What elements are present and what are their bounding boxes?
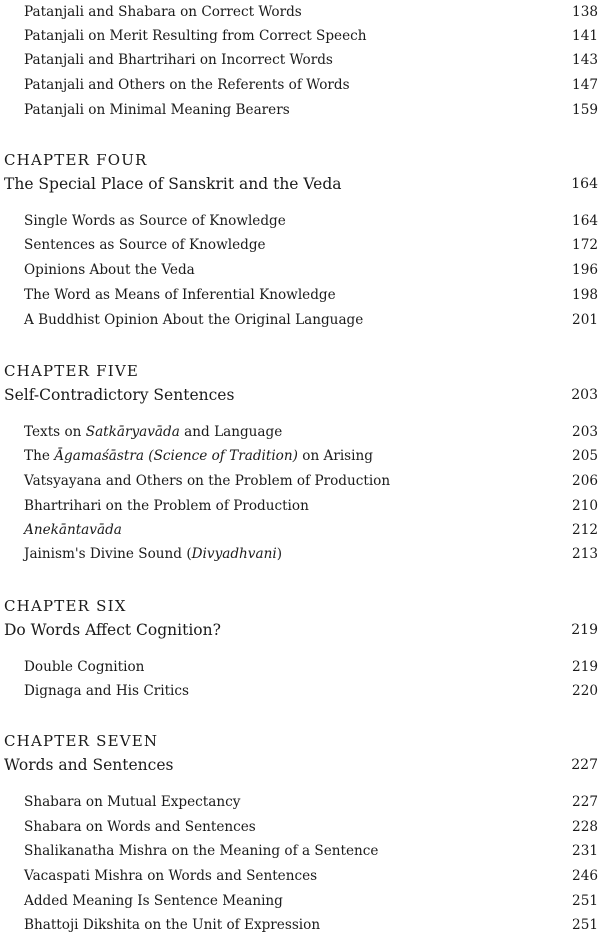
entry-page: 251 bbox=[572, 893, 598, 909]
chapter-label: CHAPTER SEVEN bbox=[4, 732, 159, 750]
entry-title: Double Cognition bbox=[24, 659, 145, 675]
entry-title: The Word as Means of Inferential Knowledge bbox=[24, 287, 336, 303]
entry-page: 147 bbox=[572, 77, 598, 93]
entry-page: 231 bbox=[572, 843, 598, 859]
toc-entry bbox=[24, 817, 598, 837]
entry-title: Bhartrihari on the Problem of Production bbox=[24, 498, 309, 514]
toc-entry bbox=[24, 792, 598, 812]
toc-entry bbox=[24, 235, 598, 255]
entry-title: Added Meaning Is Sentence Meaning bbox=[24, 893, 283, 909]
chapter-title-text: Words and Sentences bbox=[4, 756, 174, 774]
entry-page: 143 bbox=[572, 52, 598, 68]
entry-page: 206 bbox=[572, 473, 598, 489]
toc-entry bbox=[24, 446, 598, 466]
entry-title: Jainism's Divine Sound (Divyadhvani) bbox=[24, 546, 283, 562]
entry-page: 251 bbox=[572, 917, 598, 933]
entry-page: 210 bbox=[572, 498, 598, 514]
chapter-title-text: Do Words Affect Cognition? bbox=[4, 621, 221, 639]
toc-entry bbox=[24, 75, 598, 95]
toc-entry bbox=[24, 841, 598, 861]
toc-entry bbox=[24, 310, 598, 330]
entry-title: Shabara on Mutual Expectancy bbox=[24, 794, 241, 810]
toc-entry bbox=[24, 50, 598, 70]
entry-title: Texts on Satkāryavāda and Language bbox=[24, 424, 283, 440]
chapter-label: CHAPTER FOUR bbox=[4, 151, 148, 169]
entry-page: 164 bbox=[572, 213, 598, 229]
toc-entry bbox=[24, 657, 598, 677]
toc-entry bbox=[24, 496, 598, 516]
chapter-page: 164 bbox=[571, 176, 598, 192]
toc-entry bbox=[24, 544, 598, 564]
toc-entry bbox=[24, 100, 598, 120]
toc-entry bbox=[24, 260, 598, 280]
toc-entry bbox=[24, 422, 598, 442]
toc-entry bbox=[24, 891, 598, 911]
chapter-label: CHAPTER FIVE bbox=[4, 362, 140, 380]
entry-title: Shalikanatha Mishra on the Meaning of a Sentence bbox=[24, 843, 379, 859]
toc-entry bbox=[24, 471, 598, 491]
chapter-title bbox=[4, 754, 598, 776]
entry-title: Anekāntavāda bbox=[24, 522, 122, 538]
entry-page: 196 bbox=[572, 262, 598, 278]
chapter-page: 203 bbox=[571, 387, 598, 403]
chapter-title-text: Self-Contradictory Sentences bbox=[4, 386, 235, 404]
chapter-page: 219 bbox=[571, 622, 598, 638]
entry-page: 141 bbox=[572, 28, 598, 44]
entry-title: Vatsyayana and Others on the Problem of Production bbox=[24, 473, 391, 489]
entry-page: 220 bbox=[572, 683, 598, 699]
entry-title: A Buddhist Opinion About the Original Language bbox=[24, 312, 364, 328]
chapter-title bbox=[4, 384, 598, 406]
entry-page: 201 bbox=[572, 312, 598, 328]
entry-title: Bhattoji Dikshita on the Unit of Expression bbox=[24, 917, 321, 933]
entry-title: Opinions About the Veda bbox=[24, 262, 195, 278]
entry-page: 212 bbox=[572, 522, 598, 538]
toc-entry bbox=[24, 2, 598, 22]
entry-page: 138 bbox=[572, 4, 598, 20]
entry-page: 198 bbox=[572, 287, 598, 303]
entry-title: Patanjali and Others on the Referents of Words bbox=[24, 77, 350, 93]
entry-title: Patanjali and Bhartrihari on Incorrect Words bbox=[24, 52, 333, 68]
chapter-title-text: The Special Place of Sanskrit and the Veda bbox=[4, 175, 342, 193]
chapter-title bbox=[4, 173, 598, 195]
toc-entry bbox=[24, 26, 598, 46]
entry-title: Patanjali on Minimal Meaning Bearers bbox=[24, 102, 290, 118]
toc-entry bbox=[24, 915, 598, 935]
entry-title: Sentences as Source of Knowledge bbox=[24, 237, 266, 253]
toc-entry bbox=[24, 681, 598, 701]
entry-page: 205 bbox=[572, 448, 598, 464]
toc-entry bbox=[24, 866, 598, 886]
entry-title: Single Words as Source of Knowledge bbox=[24, 213, 286, 229]
entry-title: Patanjali and Shabara on Correct Words bbox=[24, 4, 302, 20]
entry-page: 203 bbox=[572, 424, 598, 440]
chapter-label: CHAPTER SIX bbox=[4, 597, 127, 615]
toc-entry bbox=[24, 211, 598, 231]
toc-entry bbox=[24, 520, 598, 540]
entry-title: The Āgamaśāstra (Science of Tradition) on Arising bbox=[24, 448, 373, 464]
entry-page: 219 bbox=[572, 659, 598, 675]
chapter-title bbox=[4, 619, 598, 641]
entry-page: 246 bbox=[572, 868, 598, 884]
entry-page: 159 bbox=[572, 102, 598, 118]
entry-page: 172 bbox=[572, 237, 598, 253]
entry-title: Patanjali on Merit Resulting from Correct Speech bbox=[24, 28, 367, 44]
entry-title: Dignaga and His Critics bbox=[24, 683, 189, 699]
entry-page: 228 bbox=[572, 819, 598, 835]
chapter-page: 227 bbox=[571, 757, 598, 773]
entry-page: 227 bbox=[572, 794, 598, 810]
entry-title: Vacaspati Mishra on Words and Sentences bbox=[24, 868, 318, 884]
entry-page: 213 bbox=[572, 546, 598, 562]
entry-title: Shabara on Words and Sentences bbox=[24, 819, 256, 835]
toc-entry bbox=[24, 285, 598, 305]
